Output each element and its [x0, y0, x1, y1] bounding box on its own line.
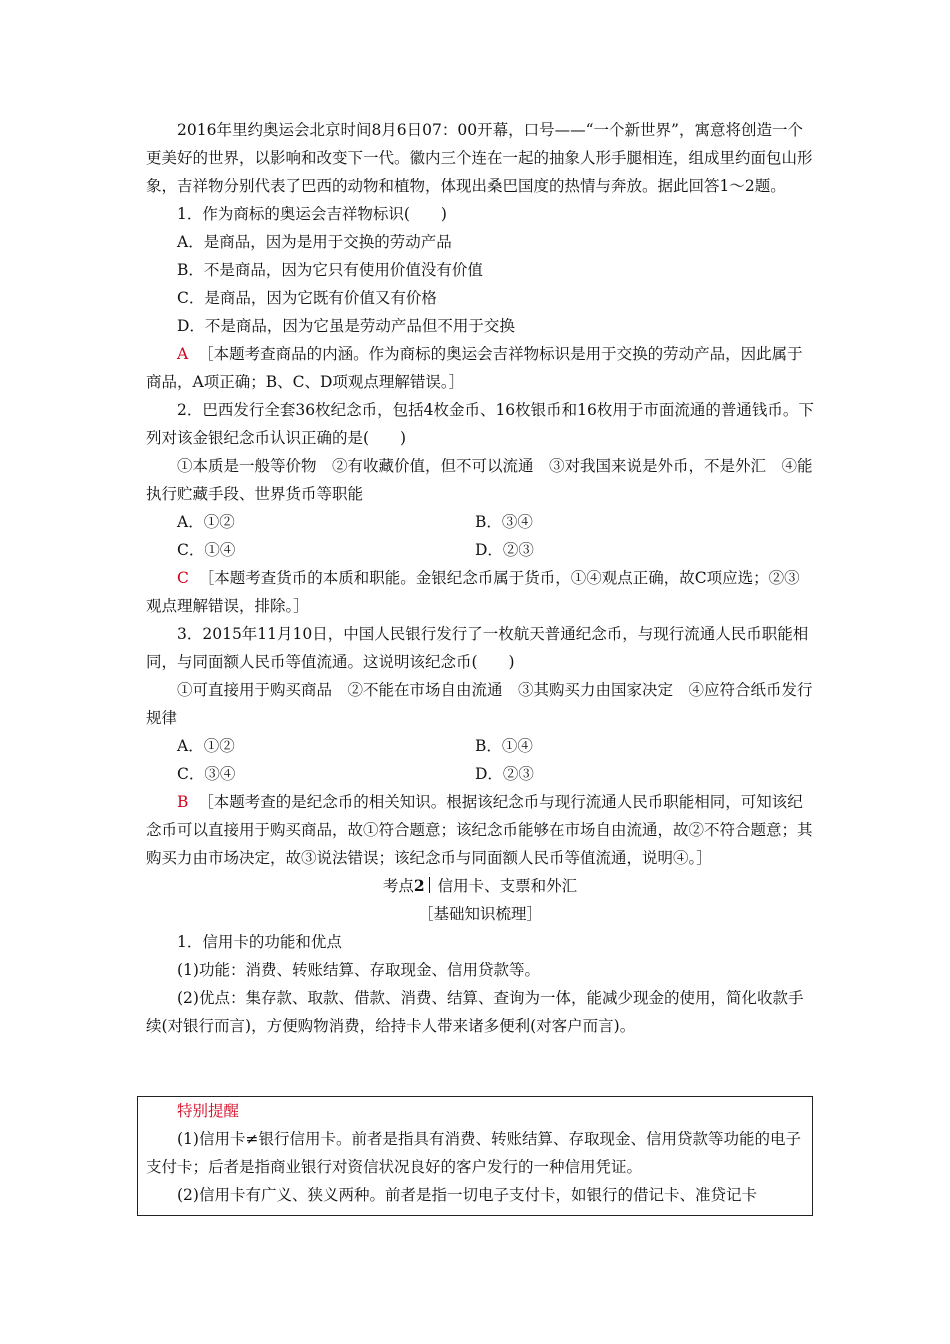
point-function: (1)功能：消费、转账结算、存取现金、信用贷款等。 [177, 961, 540, 979]
q2-option-a: A．①② [177, 513, 235, 531]
section-subtitle: ［基础知识梳理］ [417, 905, 542, 923]
q3-options-row-1 [146, 732, 814, 760]
q3-options-row-2 [146, 760, 814, 788]
q1-answer: A [177, 345, 189, 363]
q1-option-b: B．不是商品，因为它只有使用价值没有价值 [177, 261, 483, 279]
q3-explanation: ［本题考查的是纪念币的相关知识。根据该纪念币与现行流通人民币职能相同，可知该纪念币可以直接用于购买商品，故①符合题意；该纪念币能够在市场自由流通，故②不符合题意；其购买力由市场决定，故③说法错误；该纪念币与同面额人民币等值流通，说明④。］ [146, 793, 813, 867]
q3-answer: B [177, 793, 189, 811]
reminder-point-1: (1)信用卡≠银行信用卡。前者是指具有消费、转账结算、存取现金、信用贷款等功能的电子支付卡；后者是指商业银行对资信状况良好的客户发行的一种信用凭证。 [146, 1130, 801, 1176]
q2-explanation: ［本题考查货币的本质和职能。金银纪念币属于货币，①④观点正确，故C项应选；②③观点理解错误，排除。］ [146, 569, 800, 615]
q2-option-c: C．①④ [177, 541, 236, 559]
q1-answer-explanation [146, 340, 814, 396]
question-1-stem: 1．作为商标的奥运会吉祥物标识( ) [177, 205, 447, 223]
q2-options-row-1 [146, 508, 814, 536]
question-2-stem: 2．巴西发行全套36枚纪念币，包括4枚金币、16枚银币和16枚用于市面流通的普通钱币。下列对该金银纪念币认识正确的是( ) [146, 401, 814, 447]
q3-option-a: A．①② [177, 737, 235, 755]
q2-options-row-2 [146, 536, 814, 564]
q2-option-b: B．③④ [475, 513, 533, 531]
q2-option-d: D．②③ [475, 541, 534, 559]
q3-items: ①可直接用于购买商品 ②不能在市场自由流通 ③其购买力由国家决定 ④应符合纸币发行规律 [146, 681, 813, 727]
q2-items: ①本质是一般等价物 ②有收藏价值，但不可以流通 ③对我国来说是外币，不是外汇 ④能执行贮藏手段、世界货币等职能 [146, 457, 813, 503]
q1-explanation: ［本题考查商品的内涵。作为商标的奥运会吉祥物标识是用于交换的劳动产品，因此属于商品，A项正确；B、C、D项观点理解错误。］ [146, 345, 803, 391]
section-number: 2 [413, 876, 425, 895]
q3-option-d: D．②③ [475, 765, 534, 783]
q2-answer: C [177, 569, 189, 587]
section-prefix: 考点 [382, 877, 414, 895]
section-divider [429, 877, 430, 893]
q1-option-a: A．是商品，因为是用于交换的劳动产品 [177, 233, 452, 251]
q3-option-c: C．③④ [177, 765, 236, 783]
document-body [146, 116, 814, 1040]
q2-answer-explanation [146, 564, 814, 620]
q3-answer-explanation [146, 788, 814, 872]
special-reminder-heading: 特别提醒 [177, 1102, 240, 1120]
q1-option-d: D．不是商品，因为它虽是劳动产品但不用于交换 [177, 317, 515, 335]
section-title-text: 信用卡、支票和外汇 [437, 877, 578, 895]
intro-paragraph: 2016年里约奥运会北京时间8月6日07：00开幕，口号——“一个新世界”，寓意将创造一个更美好的世界，以影响和改变下一代。徽内三个连在一起的抽象人形手腿相连，组成里约面包山形象，吉祥物分别代表了巴西的动物和植物，体现出桑巴国度的热情与奔放。据此回答1～2题。 [146, 121, 813, 195]
reminder-point-2: (2)信用卡有广义、狭义两种。前者是指一切电子支付卡，如银行的借记卡、准贷记卡 [177, 1186, 757, 1204]
question-3-stem: 3．2015年11月10日，中国人民银行发行了一枚航天普通纪念币，与现行流通人民币职能相同，与同面额人民币等值流通。这说明该纪念币( ) [146, 625, 809, 671]
section-title [146, 872, 814, 900]
point-heading: 1．信用卡的功能和优点 [177, 933, 342, 951]
point-advantage: (2)优点：集存款、取款、借款、消费、结算、查询为一体，能减少现金的使用，简化收款手续(对银行而言)，方便购物消费，给持卡人带来诸多便利(对客户而言)。 [146, 989, 804, 1035]
special-reminder-box [137, 1096, 813, 1216]
q3-option-b: B．①④ [475, 737, 533, 755]
q1-option-c: C．是商品，因为它既有价值又有价格 [177, 289, 437, 307]
